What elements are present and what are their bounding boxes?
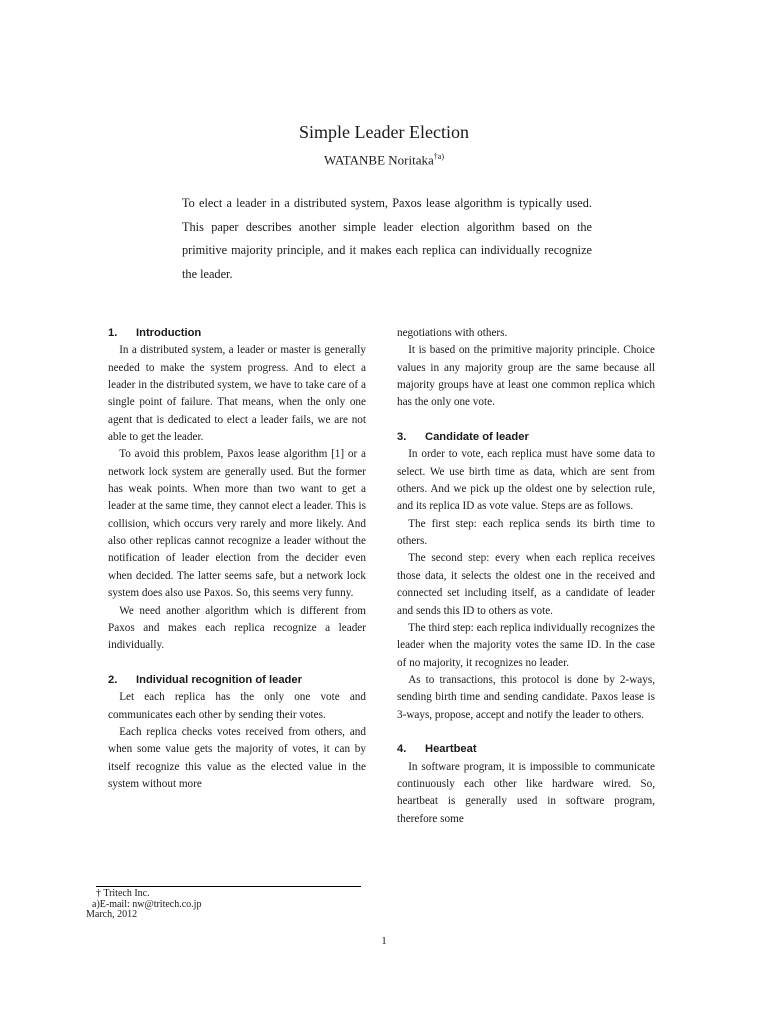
footnote-affiliation: † Tritech Inc.: [96, 888, 150, 899]
author-footnote-mark: †a): [433, 152, 444, 161]
paragraph: In a distributed system, a leader or master is generally needed to make the system progress. And to elect a leader in the distributed system, we have to take care of a single point of failure. That means, when the only one agent that is dedicated to elect a leader fails, we are not able to get the leader.: [108, 344, 366, 444]
author-name: WATANBE Noritaka: [323, 152, 434, 168]
section-heading-individual-recognition: [108, 672, 366, 689]
section-number: 1.: [108, 327, 118, 339]
paragraph: As to transactions, this protocol is done by 2-ways, sending birth time and sending candidate. Paxos lease is 3-ways, propose, accept and notify the leader to others.: [397, 673, 655, 721]
section-title: Introduction: [136, 327, 202, 339]
footnote-date: March, 2012: [86, 909, 138, 920]
section-number: 3.: [397, 431, 407, 444]
section-title: Heartbeat: [425, 743, 477, 756]
section-title: Individual recognition of leader: [136, 673, 302, 686]
paragraph: In order to vote, each replica must have some data to select. We use birth time as data, which are sent from others. And we pick up the oldest one by selection rule, and its replica ID as vote value. Steps are as follows.: [397, 448, 655, 513]
paragraph: To avoid this problem, Paxos lease algorithm [1] or a network lock system are generally used. But the former has weak points. When more than two want to get a leader at the same time, they cannot elect a leader. This is collision, which occurs very rarely and more likely. And also other replicas cannot recognize a leader without the notification of leader election from the decider even when decided. The latter seems safe, but a network lock system does also use Paxos. So, this seems very funny.: [108, 448, 366, 600]
author-line: [0, 152, 768, 168]
paragraph-continuation: negotiations with others.: [397, 327, 508, 339]
paragraph: The second step: every when each replica receives those data, it selects the oldest one in the received and connected set including itself, as a candidate of leader and sends this ID to others as vote.: [397, 552, 655, 617]
paper-title: Simple Leader Election: [299, 122, 469, 142]
left-column: [108, 325, 366, 793]
section-number: 2.: [108, 673, 118, 686]
section-heading-candidate: [397, 429, 655, 446]
paragraph: Let each replica has the only one vote and communicates each other by sending their votes.: [108, 691, 366, 721]
abstract: To elect a leader in a distributed system, Paxos lease algorithm is typically used. This paper describes another simple leader election algorithm based on the primitive majority principle, and it makes each replica can individually recognize the leader.: [182, 196, 592, 281]
section-heading-introduction: [108, 325, 366, 342]
paragraph: In software program, it is impossible to communicate continuously each other like hardware wired. So, heartbeat is generally used in software program, therefore some: [397, 760, 655, 825]
paragraph: The third step: each replica individually recognizes the leader when the majority votes the same ID. In the case of no majority, it recognizes no leader.: [397, 621, 655, 669]
footnote-email: a)E-mail: nw@tritech.co.jp: [92, 899, 202, 910]
paragraph: The first step: each replica sends its birth time to others.: [397, 517, 655, 548]
section-number: 4.: [397, 743, 407, 756]
paragraph: Each replica checks votes received from others, and when some value gets the majority of votes, it can by itself recognize this value as the elected value in the system without more: [108, 725, 366, 790]
right-column: [397, 325, 655, 828]
footnote-rule: [96, 886, 361, 887]
paragraph: It is based on the primitive majority principle. Choice values in any majority group are the same because all majority groups have at least one common replica which has the only one vote.: [397, 344, 655, 409]
section-title: Candidate of leader: [425, 431, 529, 444]
section-heading-heartbeat: [397, 741, 655, 758]
paragraph: We need another algorithm which is different from Paxos and makes each replica recognize a leader individually.: [108, 604, 366, 652]
page-number: 1: [381, 935, 387, 947]
